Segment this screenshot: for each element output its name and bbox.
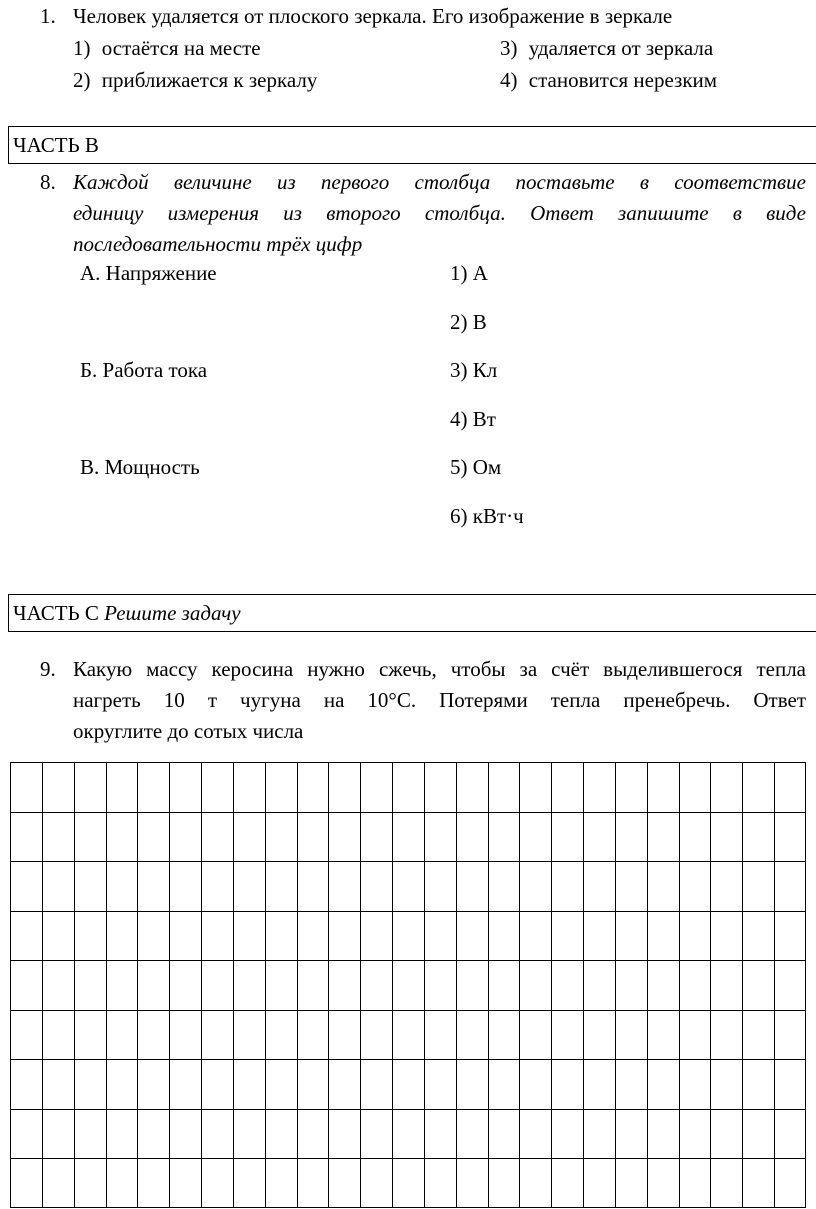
question-8-text: [73, 167, 806, 260]
grid-line-vertical: [456, 762, 457, 1207]
question-8-line-3: последовательности трёх цифр: [73, 232, 363, 256]
grid-line-vertical: [392, 762, 393, 1207]
grid-line-vertical: [647, 762, 648, 1207]
grid-line-vertical: [201, 762, 202, 1207]
quantity-a: А. Напряжение: [80, 261, 217, 285]
grid-line-horizontal: [10, 911, 805, 912]
option-text: приближается к зеркалу: [101, 68, 318, 92]
grid-line-vertical: [10, 762, 11, 1207]
grid-line-vertical: [710, 762, 711, 1207]
grid-line-vertical: [774, 762, 775, 1207]
grid-line-vertical: [74, 762, 75, 1207]
grid-line-horizontal: [10, 1158, 805, 1159]
question-9-text: [73, 654, 806, 747]
unit-1: 1) А: [450, 261, 488, 285]
quantity-c: В. Мощность: [80, 455, 200, 479]
unit-2: 2) В: [450, 310, 487, 334]
grid-line-vertical: [679, 762, 680, 1207]
grid-line-vertical: [137, 762, 138, 1207]
option-number: 3): [500, 36, 518, 60]
question-1-text: Человек удаляется от плоского зеркала. Его изображение в зеркале: [73, 4, 673, 28]
part-b-label: ЧАСТЬ В: [13, 133, 99, 157]
option-number: 4): [500, 68, 518, 92]
option-number: 2): [73, 68, 91, 92]
option-number: 1): [73, 36, 91, 60]
part-c-label: [13, 603, 241, 624]
grid-line-horizontal: [10, 1059, 805, 1060]
question-8-line-2: единицу измерения из второго столбца. Ответ запишите в виде: [73, 201, 806, 225]
q1-option-4: [500, 70, 717, 91]
q1-option-1: [73, 38, 261, 59]
grid-line-vertical: [233, 762, 234, 1207]
unit-5: 5) Ом: [450, 455, 502, 479]
question-9-line-2: нагреть 10 т чугуна на 10°С. Потерями тепла пренебречь. Ответ: [73, 688, 806, 712]
grid-line-horizontal: [10, 960, 805, 961]
q1-option-3: [500, 38, 713, 59]
grid-line-vertical: [169, 762, 170, 1207]
grid-line-vertical: [360, 762, 361, 1207]
part-c-title: ЧАСТЬ С: [13, 601, 99, 625]
grid-line-vertical: [106, 762, 107, 1207]
grid-line-horizontal: [10, 861, 805, 862]
grid-line-horizontal: [10, 812, 805, 813]
grid-line-vertical: [615, 762, 616, 1207]
question-8-number: 8.: [40, 170, 56, 194]
grid-line-vertical: [297, 762, 298, 1207]
grid-line-vertical: [265, 762, 266, 1207]
question-9-line-1: Какую массу керосина нужно сжечь, чтобы за счёт выделившегося тепла: [73, 657, 806, 681]
option-text: становится нерезким: [528, 68, 718, 92]
option-text: удаляется от зеркала: [528, 36, 714, 60]
grid-line-vertical: [328, 762, 329, 1207]
question-9-number: 9.: [40, 657, 56, 681]
question-9-line-3: округлите до сотых числа: [73, 719, 304, 743]
option-text: остаётся на месте: [101, 36, 261, 60]
grid-line-vertical: [742, 762, 743, 1207]
question-8-line-1: Каждой величине из первого столбца поставьте в соответствие: [73, 170, 806, 194]
part-b-header: [8, 126, 816, 164]
q1-option-2: [73, 70, 317, 91]
unit-3: 3) Кл: [450, 358, 498, 382]
grid-line-vertical: [42, 762, 43, 1207]
unit-6: 6) кВт·ч: [450, 504, 524, 528]
quantity-b: Б. Работа тока: [80, 358, 208, 382]
grid-line-horizontal: [10, 1109, 805, 1110]
grid-line-horizontal: [10, 1010, 805, 1011]
grid-line-vertical: [519, 762, 520, 1207]
part-c-header: [8, 594, 816, 632]
answer-grid[interactable]: [10, 762, 806, 1208]
unit-4: 4) Вт: [450, 407, 496, 431]
grid-line-vertical: [583, 762, 584, 1207]
grid-line-vertical: [424, 762, 425, 1207]
grid-line-horizontal: [10, 762, 805, 763]
grid-line-vertical: [488, 762, 489, 1207]
grid-line-vertical: [551, 762, 552, 1207]
question-1-number: 1.: [40, 4, 56, 28]
part-c-subtitle: Решите задачу: [104, 601, 241, 625]
